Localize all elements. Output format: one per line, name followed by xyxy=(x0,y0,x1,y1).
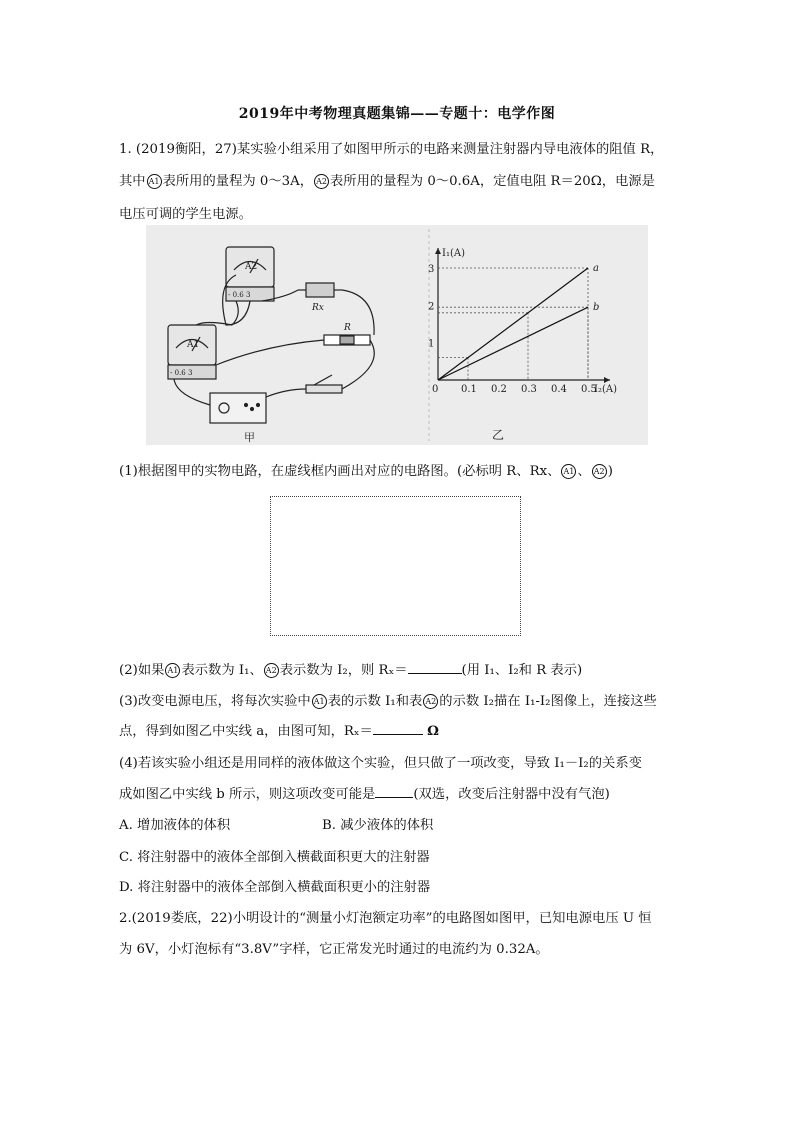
option-b[interactable]: B. 减少液体的体积 xyxy=(322,818,434,833)
answer-blank-rx[interactable] xyxy=(408,661,462,674)
p1-text-a: (1)根据图甲的实物电路，在虚线框内画出对应的电路图。(必标明 R、Rx、 xyxy=(119,464,561,479)
ammeter-a1-symbol: A1 xyxy=(147,174,162,189)
x-tick-label: 0.5 xyxy=(581,384,597,395)
option-a[interactable]: A. 增加液体的体积 xyxy=(119,818,231,833)
p1-text-b: 、 xyxy=(577,464,591,479)
ammeter-a2-symbol-2: A2 xyxy=(592,464,607,479)
q1-part3-line1 xyxy=(119,690,657,709)
option-c[interactable]: C. 将注射器中的液体全部倒入横截面积更大的注射器 xyxy=(119,850,430,865)
q1-part4-line1: (4)若该实验小组还是用同样的液体做这个实验，但只做了一项改变，导致 I₁－I₂的关系变 xyxy=(119,756,642,771)
p3-text-d: 点，得到如图乙中实线 a，由图可知，Rₓ＝ xyxy=(119,724,373,739)
q2-line2: 为 6V，小灯泡标有“3.8V”字样，它正常发光时通过的电流约为 0.32A。 xyxy=(119,942,549,957)
y-tick-label: 2 xyxy=(428,301,435,313)
page-title: 2019年中考物理真题集锦——专题十：电学作图 xyxy=(238,106,556,122)
q1-line2b: 表所用的量程为 0～3A， xyxy=(162,174,314,189)
figure-svg xyxy=(146,225,648,445)
ammeter-a1-symbol-4: A1 xyxy=(312,694,327,709)
p4-text-c: (双选，改变后注射器中没有气泡) xyxy=(413,787,610,802)
series-label-a: a xyxy=(593,263,599,274)
power-supply xyxy=(210,393,266,423)
q1-line2c: 表所用的量程为 0～0.6A，定值电阻 R＝20Ω，电源是 xyxy=(330,174,655,189)
x-tick-label: 0.1 xyxy=(461,384,477,395)
y-axis-arrow xyxy=(435,248,441,254)
wire-6 xyxy=(266,389,306,397)
x-tick-label: 0.4 xyxy=(551,384,567,395)
circuit-drawing-box[interactable] xyxy=(270,496,521,636)
series-line-a xyxy=(438,268,588,380)
x-axis-arrow xyxy=(604,377,610,383)
wire-1 xyxy=(196,301,238,325)
caption-yi: 乙 xyxy=(492,428,505,442)
x-axis-label: I₂(A) xyxy=(594,384,617,395)
r-label: R xyxy=(344,323,351,333)
wire-7 xyxy=(174,379,210,405)
series-label-b: b xyxy=(593,302,600,314)
q1-part3-line2 xyxy=(119,720,439,739)
figure-panel xyxy=(146,225,648,445)
p1-text-c: ) xyxy=(607,464,613,479)
circuit-photo xyxy=(168,247,374,423)
wire-4 xyxy=(216,340,324,365)
a1-scale: - 0.6 3 xyxy=(170,369,193,377)
q1-line1: 1. (2019衡阳，27)某实验小组采用了如图甲所示的电路来测量注射器内导电液体的阻值 R， xyxy=(119,142,664,157)
a2-scale: - 0.6 3 xyxy=(228,291,251,299)
option-d[interactable]: D. 将注射器中的液体全部倒入横截面积更小的注射器 xyxy=(119,880,431,895)
p3-text-c: 的示数 I₂描在 I₁-I₂图像上，连接这些 xyxy=(439,694,657,709)
x-tick-label: 0.2 xyxy=(491,384,507,395)
caption-jia: 甲 xyxy=(244,431,255,444)
q1-part2 xyxy=(119,659,582,678)
chart-yi xyxy=(428,248,617,442)
ammeter-a2-symbol-4: A2 xyxy=(423,694,438,709)
x-tick-label: 0 xyxy=(432,384,439,395)
p3-text-a: (3)改变电源电压，将每次实验中 xyxy=(119,694,311,709)
answer-blank-change[interactable] xyxy=(375,785,413,798)
p2-text-c: 表示数为 I₂，则 Rₓ＝ xyxy=(279,663,408,678)
y-tick-label: 3 xyxy=(428,264,435,275)
answer-blank-rx-value[interactable] xyxy=(373,722,423,735)
switch xyxy=(306,385,342,393)
y-axis-label: I₁(A) xyxy=(442,248,465,259)
ammeter-a2-symbol: A2 xyxy=(314,174,329,189)
q1-part1 xyxy=(119,460,613,479)
q1-line3: 电压可调的学生电源。 xyxy=(119,207,252,222)
q1-line2a: 其中 xyxy=(119,174,146,189)
y-tick-label: 1 xyxy=(428,338,435,350)
x-tick-label: 0.3 xyxy=(521,384,537,395)
ammeter-a1-symbol-2: A1 xyxy=(561,464,576,479)
ammeter-a1-symbol-3: A1 xyxy=(165,663,180,678)
a2-label: A2 xyxy=(245,262,258,272)
q2-line1: 2.(2019娄底，22)小明设计的“测量小灯泡额定功率”的电路图如图甲，已知电源电压 U 恒 xyxy=(119,911,652,926)
q1-line2 xyxy=(119,170,655,189)
wire-5 xyxy=(342,340,374,389)
p2-text-b: 表示数为 I₁、 xyxy=(181,663,263,678)
p3-unit: Ω xyxy=(427,724,439,739)
ammeter-a2-symbol-3: A2 xyxy=(264,663,279,678)
p3-text-b: 表的示数 I₁和表 xyxy=(327,694,423,709)
a1-label: A1 xyxy=(187,340,200,350)
rx-syringe xyxy=(306,283,334,297)
p4-text-b: 成如图乙中实线 b 所示，则这项改变可能是 xyxy=(119,787,376,802)
series-line-b xyxy=(438,307,588,380)
p2-text-d: (用 I₁、I₂和 R 表示) xyxy=(461,663,583,678)
rx-label: Rx xyxy=(312,303,324,313)
q1-part4-line2 xyxy=(119,783,610,802)
p2-text-a: (2)如果 xyxy=(119,663,165,678)
